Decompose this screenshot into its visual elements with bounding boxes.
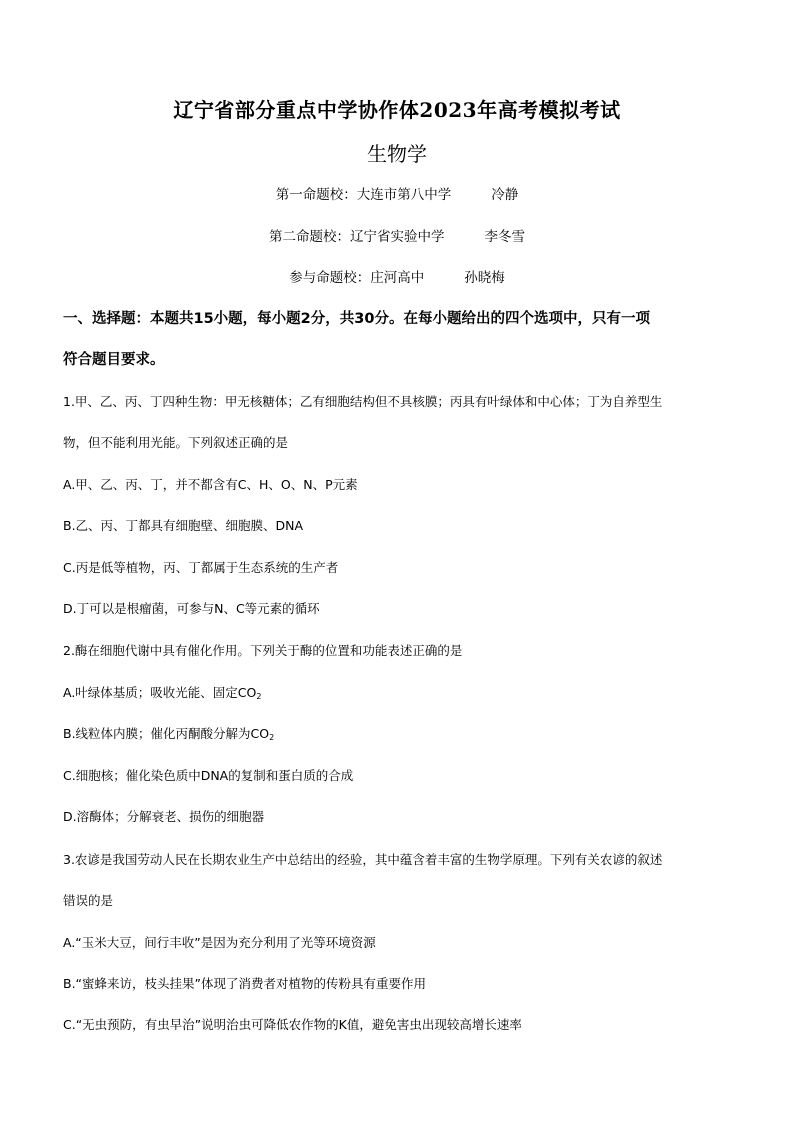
option-text: D.溶酶体；分解衰老、损伤的细胞器	[63, 809, 265, 824]
subscript: 2	[269, 733, 275, 742]
setter-name: 孙晓梅	[464, 270, 505, 286]
section-heading-line-2: 符合题目要求。	[63, 352, 165, 368]
setter-school: 第二命题校：辽宁省实验中学	[269, 229, 445, 245]
exam-title: 辽宁省部分重点中学协作体2023年高考模拟考试	[173, 98, 621, 122]
question-1-option-b: B.乙、丙、丁都具有细胞壁、细胞膜、DNA	[63, 518, 304, 533]
section-heading-line-1: 一、选择题：本题共15小题，每小题2分，共30分。在每小题给出的四个选项中，只有一项	[63, 311, 650, 327]
question-1-stem-line-2: 物，但不能利用光能。下列叙述正确的是	[63, 435, 289, 450]
setter-name: 李冬雪	[484, 229, 525, 245]
option-text: C.细胞核；催化染色质中DNA的复制和蛋白质的合成	[63, 768, 354, 783]
question-2-stem: 2.酶在细胞代谢中具有催化作用。下列关于酶的位置和功能表述正确的是	[63, 643, 463, 658]
setter-line-2	[0, 225, 794, 245]
question-1-option-a: A.甲、乙、丙、丁，并不都含有C、H、O、N、P元素	[63, 477, 358, 492]
question-3-stem-line-2: 错误的是	[63, 893, 114, 908]
question-1-option-d: D.丁可以是根瘤菌，可参与N、C等元素的循环	[63, 601, 320, 616]
option-text: B.线粒体内膜；催化丙酮酸分解为CO	[63, 726, 270, 741]
question-3-stem-line-1: 3.农谚是我国劳动人民在长期农业生产中总结出的经验，其中蕴含着丰富的生物学原理。下列有关农谚的叙述	[63, 852, 663, 867]
question-3-option-a: A.“玉米大豆，间行丰收”是因为充分利用了光等环境资源	[63, 935, 376, 950]
setter-name: 冷静	[491, 187, 519, 203]
setter-line-3	[0, 266, 794, 286]
setter-school: 参与命题校：庄河高中	[289, 270, 425, 286]
question-3-option-c: C.“无虫预防，有虫早治”说明治虫可降低农作物的K值，避免害虫出现较高增长速率	[63, 1017, 522, 1032]
question-2-option-a	[63, 683, 738, 701]
question-2-option-b	[63, 724, 738, 742]
option-text: A.叶绿体基质；吸收光能、固定CO	[63, 685, 257, 700]
question-3-option-b: B.“蜜蜂来访，枝头挂果”体现了消费者对植物的传粉具有重要作用	[63, 976, 427, 991]
subscript: 2	[256, 692, 262, 701]
setter-line-1	[0, 183, 794, 203]
question-2-option-d	[63, 807, 738, 825]
question-1-option-c: C.丙是低等植物，丙、丁都属于生态系统的生产者	[63, 560, 339, 575]
question-2-option-c	[63, 766, 738, 784]
subject-title: 生物学	[367, 142, 427, 166]
setter-school: 第一命题校：大连市第八中学	[275, 187, 452, 203]
question-1-stem-line-1: 1.甲、乙、丙、丁四种生物：甲无核糖体；乙有细胞结构但不具核膜；丙具有叶绿体和中心体；丁为自养型生	[63, 394, 663, 409]
